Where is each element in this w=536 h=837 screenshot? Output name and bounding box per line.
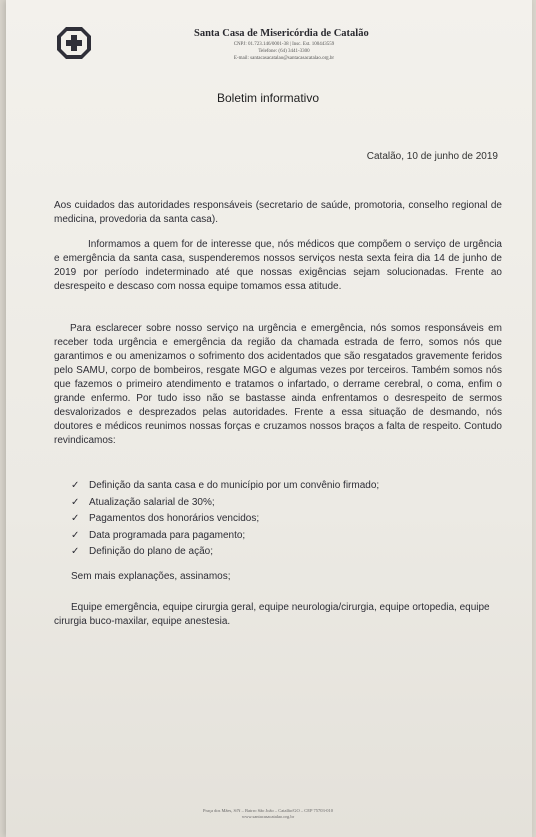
list-item bbox=[71, 544, 379, 561]
paragraph-explanation: Para esclarecer sobre nosso serviço na urgência e emergência, nós somos responsáveis em receber toda urgência e emergência da região da chamada estrada de ferro, somos nós que garantimos e ou amenizamos o sofrimento dos acidentados que são resgatados gravemente feridos pelo SAMU, corpo de bombeiros, resgate MGO e algumas vezes por terceiros. Também somos nós que fazemos o primeiro atendimento e tratamos o infartado, o derrame cerebral, o coma, enfim o grande enfermo. Por tudo isso não se bastasse ainda enfrentamos o desrespeito de sermos desvalorizados e desprezados pelas autoridades. Frente a essa situação de desmando, nós doutores e médicos reunimos nossas forças e cruzamos nossos braços a falta de respeito. Contudo revindicamos: bbox=[54, 323, 502, 446]
demand-text: Atualização salarial de 30%; bbox=[89, 496, 215, 508]
org-cnpj: CNPJ: 01.723.146/0001-38 | Insc. Est. 100443559 bbox=[233, 42, 335, 47]
footer-address: Praça dos Mães, S/N – Bairro São João – Catalão/GO – CEP 75703-010 bbox=[203, 808, 333, 813]
list-item bbox=[71, 495, 379, 512]
demand-text: Definição do plano de ação; bbox=[89, 546, 213, 557]
demands-list bbox=[71, 478, 379, 561]
check-icon: ✓ bbox=[71, 496, 80, 508]
list-item bbox=[71, 511, 379, 528]
check-icon: ✓ bbox=[71, 480, 80, 491]
list-item bbox=[71, 528, 379, 545]
signatories: Equipe emergência, equipe cirurgia geral, equipe neurologia/cirurgia, equipe ortopedia, equipe cirurgia buco-maxilar, equipe anestesia. bbox=[54, 602, 490, 627]
check-icon: ✓ bbox=[71, 513, 80, 524]
footer-website: www.santacasacatalao.org.br bbox=[241, 814, 295, 819]
cross-icon bbox=[56, 26, 92, 60]
closing-line: Sem mais explanações, assinamos; bbox=[71, 571, 231, 582]
document-title: Boletim informativo bbox=[216, 91, 320, 105]
org-phone: Telefone: (64) 3441-3300 bbox=[258, 49, 310, 54]
org-email: E-mail: santacasacatalao@santacasacatalao.org.br bbox=[233, 56, 335, 61]
footer bbox=[0, 808, 536, 820]
letterhead bbox=[194, 28, 384, 62]
paragraph-addressees: Aos cuidados das autoridades responsáveis (secretario de saúde, promotoria, conselho regional de medicina, provedoria da santa casa). bbox=[54, 200, 502, 225]
paragraph-announcement: Informamos a quem for de interesse que, nós médicos que compõem o serviço de urgência e emergência da santa casa, suspenderemos nossos serviços nesta sexta feira dia 14 de junho de 2019 por período indeterminado até que nossas exigências sejam solucionadas. Frente ao desrespeito e descaso com nossa equipe tomamos essa atitude. bbox=[54, 239, 502, 292]
check-icon: ✓ bbox=[71, 546, 80, 557]
document-date: Catalão, 10 de junho de 2019 bbox=[366, 151, 498, 162]
check-icon: ✓ bbox=[71, 529, 80, 541]
demand-text: Data programada para pagamento; bbox=[89, 529, 246, 541]
demand-text: Pagamentos dos honorários vencidos; bbox=[89, 513, 260, 524]
demand-text: Definição da santa casa e do município por um convênio firmado; bbox=[89, 480, 380, 491]
org-name: Santa Casa de Misericórdia de Catalão bbox=[194, 28, 369, 39]
list-item bbox=[71, 478, 379, 495]
